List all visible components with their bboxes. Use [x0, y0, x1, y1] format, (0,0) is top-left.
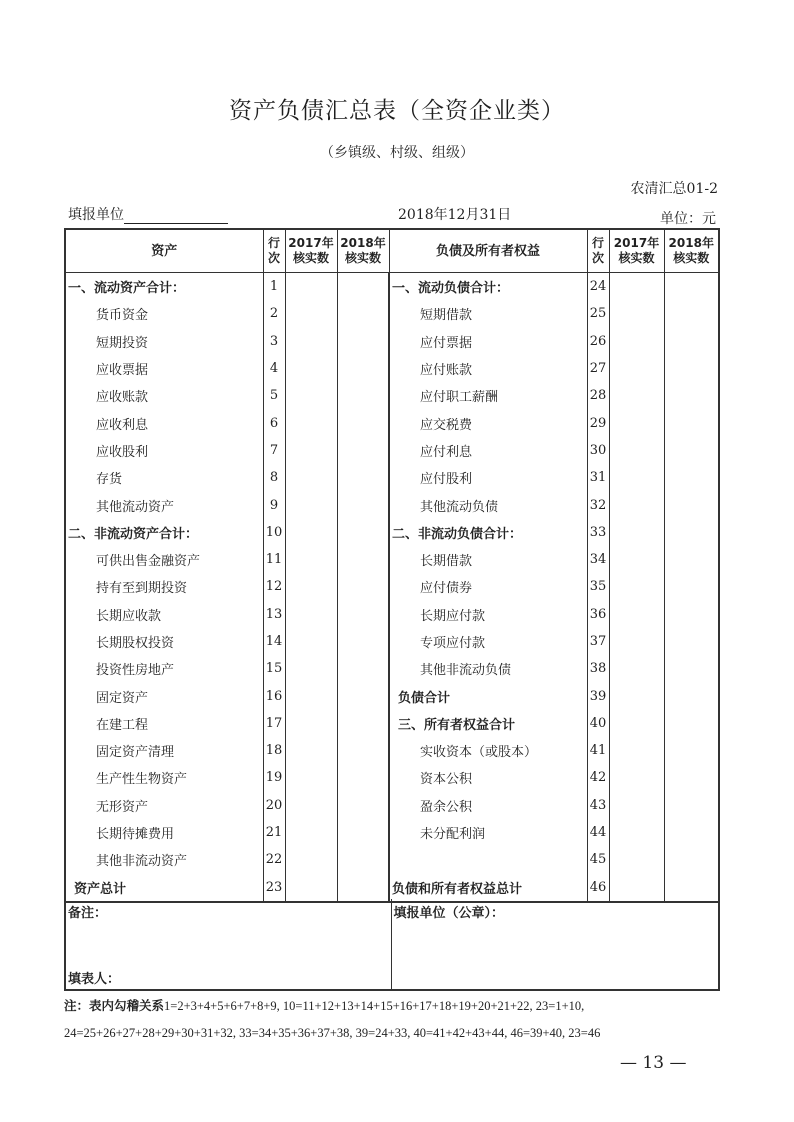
asset-2018-value[interactable]: [337, 655, 389, 682]
liability-2018-value[interactable]: [664, 491, 719, 518]
note-prefix: 注：表内勾稽关系: [64, 998, 165, 1013]
asset-2018-value[interactable]: [337, 519, 389, 546]
liability-2018-value[interactable]: [664, 710, 719, 737]
asset-2017-value[interactable]: [285, 328, 337, 355]
asset-item: 应收票据: [65, 355, 263, 382]
table-row: [65, 519, 719, 546]
asset-item: 固定资产: [65, 682, 263, 709]
header-assets: 资产: [65, 229, 263, 273]
table-row: [65, 328, 719, 355]
liability-line-no: 42: [587, 764, 609, 791]
asset-line-no: 4: [263, 355, 285, 382]
asset-2017-value[interactable]: [285, 819, 337, 846]
liability-2017-value[interactable]: [609, 519, 664, 546]
asset-2018-value[interactable]: [337, 464, 389, 491]
liability-line-no: 26: [587, 328, 609, 355]
liability-line-no: 33: [587, 519, 609, 546]
liability-item: 二、非流动负债合计：: [389, 519, 587, 546]
asset-item: 一、流动资产合计：: [65, 273, 263, 301]
liability-2018-value[interactable]: [664, 273, 719, 301]
liability-2018-value[interactable]: [664, 764, 719, 791]
asset-item: 持有至到期投资: [65, 573, 263, 600]
asset-2018-value[interactable]: [337, 846, 389, 873]
asset-2018-value[interactable]: [337, 382, 389, 409]
asset-item: 投资性房地产: [65, 655, 263, 682]
liability-2017-value[interactable]: [609, 355, 664, 382]
asset-line-no: 21: [263, 819, 285, 846]
liability-2018-value[interactable]: [664, 792, 719, 819]
document-subtitle: （乡镇级、村级、组级）: [320, 145, 474, 161]
filler-label: 填表人：: [68, 972, 121, 987]
liability-line-no: 36: [587, 601, 609, 628]
liability-line-no: 45: [587, 846, 609, 873]
fill-unit-field[interactable]: [68, 204, 228, 224]
asset-item: 应收账款: [65, 382, 263, 409]
liability-line-no: 24: [587, 273, 609, 301]
asset-2018-value[interactable]: [337, 601, 389, 628]
asset-2017-value[interactable]: [285, 710, 337, 737]
asset-2018-value[interactable]: [337, 355, 389, 382]
liability-2018-value[interactable]: [664, 601, 719, 628]
liability-line-no: 31: [587, 464, 609, 491]
asset-item: 可供出售金融资产: [65, 546, 263, 573]
asset-2017-value[interactable]: [285, 355, 337, 382]
asset-2018-value[interactable]: [337, 273, 389, 301]
asset-item: 二、非流动资产合计：: [65, 519, 263, 546]
liability-item: 资本公积: [389, 764, 587, 791]
remarks-label: 备注：: [68, 906, 108, 921]
table-row: [65, 409, 719, 436]
liability-line-no: 30: [587, 437, 609, 464]
asset-item: 生产性生物资产: [65, 764, 263, 791]
table-row: [65, 710, 719, 737]
asset-2017-value[interactable]: [285, 464, 337, 491]
fill-unit-blank[interactable]: [124, 209, 228, 224]
liability-item: 其他非流动负债: [389, 655, 587, 682]
asset-line-no: 13: [263, 601, 285, 628]
liability-2017-value[interactable]: [609, 655, 664, 682]
asset-item: 存货: [65, 464, 263, 491]
seal-cell[interactable]: [391, 899, 719, 990]
liability-2017-value[interactable]: [609, 409, 664, 436]
asset-line-no: 19: [263, 764, 285, 791]
liability-item: 实收资本（或股本）: [389, 737, 587, 764]
asset-2017-value[interactable]: [285, 573, 337, 600]
liability-item: 一、流动负债合计：: [389, 273, 587, 301]
asset-2018-value[interactable]: [337, 819, 389, 846]
asset-line-no: 7: [263, 437, 285, 464]
liability-item: 其他流动负债: [389, 491, 587, 518]
remarks-cell[interactable]: [65, 899, 391, 990]
asset-item: 固定资产清理: [65, 737, 263, 764]
asset-2018-value[interactable]: [337, 628, 389, 655]
liability-item: 应付债券: [389, 573, 587, 600]
liability-2018-value[interactable]: [664, 382, 719, 409]
liability-item: 盈余公积: [389, 792, 587, 819]
liability-line-no: 34: [587, 546, 609, 573]
liability-2018-value[interactable]: [664, 519, 719, 546]
balance-sheet-table: [64, 228, 720, 903]
liability-2017-value[interactable]: [609, 764, 664, 791]
liability-item: 应付票据: [389, 328, 587, 355]
table-footer: [64, 899, 720, 991]
liability-line-no: 43: [587, 792, 609, 819]
liability-2018-value[interactable]: [664, 573, 719, 600]
header-2017-right: 2017年 核实数: [609, 229, 664, 273]
note-line-1: [64, 996, 584, 1014]
asset-item: 长期待摊费用: [65, 819, 263, 846]
liability-line-no: 29: [587, 409, 609, 436]
liability-2017-value[interactable]: [609, 710, 664, 737]
liability-item: 应付职工薪酬: [389, 382, 587, 409]
asset-2017-value[interactable]: [285, 792, 337, 819]
liability-2018-value[interactable]: [664, 819, 719, 846]
asset-line-no: 3: [263, 328, 285, 355]
report-date: 2018年12月31日: [398, 207, 512, 223]
table-row: [65, 382, 719, 409]
asset-2017-value[interactable]: [285, 491, 337, 518]
liability-item: [389, 846, 587, 873]
asset-2017-value[interactable]: [285, 409, 337, 436]
asset-2018-value[interactable]: [337, 546, 389, 573]
table-row: [65, 764, 719, 791]
liability-2017-value[interactable]: [609, 819, 664, 846]
liability-line-no: 28: [587, 382, 609, 409]
table-row: [65, 300, 719, 327]
asset-2017-value[interactable]: [285, 300, 337, 327]
asset-item: 资产总计: [65, 874, 263, 902]
asset-line-no: 10: [263, 519, 285, 546]
asset-2018-value[interactable]: [337, 437, 389, 464]
asset-line-no: 6: [263, 409, 285, 436]
liability-item: 负债和所有者权益总计: [389, 874, 587, 902]
table-row: [65, 601, 719, 628]
header-2018-right: 2018年 核实数: [664, 229, 719, 273]
liability-item: 负债合计: [389, 682, 587, 709]
asset-2017-value[interactable]: [285, 273, 337, 301]
currency-unit: 单位：元: [660, 211, 716, 227]
asset-item: 长期应收款: [65, 601, 263, 628]
liability-2017-value[interactable]: [609, 273, 664, 301]
asset-2017-value[interactable]: [285, 546, 337, 573]
liability-2018-value[interactable]: [664, 846, 719, 873]
asset-line-no: 18: [263, 737, 285, 764]
liability-item: 应交税费: [389, 409, 587, 436]
asset-2017-value[interactable]: [285, 437, 337, 464]
liability-2017-value[interactable]: [609, 846, 664, 873]
liability-2018-value[interactable]: [664, 300, 719, 327]
asset-line-no: 12: [263, 573, 285, 600]
table-row: [65, 491, 719, 518]
liability-item: 长期借款: [389, 546, 587, 573]
page-number: — 13 —: [620, 1053, 687, 1073]
asset-2017-value[interactable]: [285, 382, 337, 409]
table-row: [65, 546, 719, 573]
table-row: [65, 437, 719, 464]
liability-item: 三、所有者权益合计: [389, 710, 587, 737]
asset-2018-value[interactable]: [337, 682, 389, 709]
asset-2017-value[interactable]: [285, 846, 337, 873]
table-row: [65, 846, 719, 873]
liability-2018-value[interactable]: [664, 328, 719, 355]
asset-item: 无形资产: [65, 792, 263, 819]
liability-line-no: 37: [587, 628, 609, 655]
liability-item: 长期应付款: [389, 601, 587, 628]
liability-2017-value[interactable]: [609, 682, 664, 709]
asset-line-no: 8: [263, 464, 285, 491]
asset-2018-value[interactable]: [337, 300, 389, 327]
asset-item: 应收股利: [65, 437, 263, 464]
asset-line-no: 14: [263, 628, 285, 655]
liability-item: 应付股利: [389, 464, 587, 491]
liability-2017-value[interactable]: [609, 300, 664, 327]
liability-2018-value[interactable]: [664, 655, 719, 682]
table-row: [65, 655, 719, 682]
asset-2017-value[interactable]: [285, 519, 337, 546]
asset-line-no: 22: [263, 846, 285, 873]
asset-line-no: 16: [263, 682, 285, 709]
header-line-no-right: 行 次: [587, 229, 609, 273]
liability-2017-value[interactable]: [609, 437, 664, 464]
liability-2017-value[interactable]: [609, 601, 664, 628]
table-row: [65, 628, 719, 655]
liability-2018-value[interactable]: [664, 874, 719, 902]
liability-line-no: 35: [587, 573, 609, 600]
table-row: [65, 464, 719, 491]
asset-2017-value[interactable]: [285, 628, 337, 655]
asset-2018-value[interactable]: [337, 764, 389, 791]
seal-label: 填报单位（公章）：: [393, 906, 505, 921]
asset-line-no: 9: [263, 491, 285, 518]
liability-2018-value[interactable]: [664, 355, 719, 382]
table-row: [65, 273, 719, 301]
liability-2018-value[interactable]: [664, 437, 719, 464]
asset-item: 其他流动资产: [65, 491, 263, 518]
liability-2017-value[interactable]: [609, 382, 664, 409]
asset-line-no: 17: [263, 710, 285, 737]
liability-2018-value[interactable]: [664, 737, 719, 764]
header-line-no: 行 次: [263, 229, 285, 273]
asset-2017-value[interactable]: [285, 655, 337, 682]
liability-2017-value[interactable]: [609, 546, 664, 573]
liability-item: 应付利息: [389, 437, 587, 464]
liability-line-no: 38: [587, 655, 609, 682]
asset-item: 其他非流动资产: [65, 846, 263, 873]
note-formula-1: 1=2+3+4+5+6+7+8+9, 10=11+12+13+14+15+16+17+18+19+20+21+22, 23=1+10,: [164, 999, 585, 1013]
liability-item: 未分配利润: [389, 819, 587, 846]
liability-2018-value[interactable]: [664, 409, 719, 436]
asset-2018-value[interactable]: [337, 491, 389, 518]
liability-2017-value[interactable]: [609, 491, 664, 518]
liability-line-no: 25: [587, 300, 609, 327]
asset-line-no: 11: [263, 546, 285, 573]
liability-line-no: 40: [587, 710, 609, 737]
table-row: [65, 682, 719, 709]
asset-item: 在建工程: [65, 710, 263, 737]
liability-2017-value[interactable]: [609, 328, 664, 355]
asset-line-no: 23: [263, 874, 285, 902]
asset-2018-value[interactable]: [337, 573, 389, 600]
asset-2018-value[interactable]: [337, 874, 389, 902]
asset-line-no: 15: [263, 655, 285, 682]
table-header-row: [65, 229, 719, 273]
form-code: 农清汇总01-2: [630, 181, 718, 197]
asset-item: 货币资金: [65, 300, 263, 327]
liability-2017-value[interactable]: [609, 628, 664, 655]
table-row: [65, 573, 719, 600]
liability-line-no: 39: [587, 682, 609, 709]
asset-2017-value[interactable]: [285, 682, 337, 709]
asset-2018-value[interactable]: [337, 328, 389, 355]
asset-2017-value[interactable]: [285, 737, 337, 764]
liability-line-no: 46: [587, 874, 609, 902]
fill-unit-label: 填报单位: [68, 207, 124, 223]
liability-2018-value[interactable]: [664, 628, 719, 655]
asset-line-no: 20: [263, 792, 285, 819]
header-2018: 2018年 核实数: [337, 229, 389, 273]
liability-item: 应付账款: [389, 355, 587, 382]
asset-2018-value[interactable]: [337, 409, 389, 436]
asset-2018-value[interactable]: [337, 792, 389, 819]
asset-2018-value[interactable]: [337, 710, 389, 737]
liability-2017-value[interactable]: [609, 874, 664, 902]
table-row: [65, 874, 719, 902]
liability-line-no: 41: [587, 737, 609, 764]
table-row: [65, 792, 719, 819]
asset-2017-value[interactable]: [285, 874, 337, 902]
liability-2017-value[interactable]: [609, 464, 664, 491]
note-formula-2: 24=25+26+27+28+29+30+31+32, 33=34+35+36+37+38, 39=24+33, 40=41+42+43+44, 46=39+40, 23=46: [64, 1026, 601, 1040]
table-row: [65, 819, 719, 846]
liability-2018-value[interactable]: [664, 464, 719, 491]
asset-item: 长期股权投资: [65, 628, 263, 655]
asset-line-no: 1: [263, 273, 285, 301]
header-liabilities: 负债及所有者权益: [389, 229, 587, 273]
asset-2017-value[interactable]: [285, 601, 337, 628]
asset-item: 应收利息: [65, 409, 263, 436]
liability-2017-value[interactable]: [609, 792, 664, 819]
liability-line-no: 32: [587, 491, 609, 518]
liability-item: 短期借款: [389, 300, 587, 327]
asset-item: 短期投资: [65, 328, 263, 355]
liability-2017-value[interactable]: [609, 737, 664, 764]
liability-line-no: 27: [587, 355, 609, 382]
liability-item: 专项应付款: [389, 628, 587, 655]
asset-2017-value[interactable]: [285, 764, 337, 791]
asset-line-no: 5: [263, 382, 285, 409]
asset-line-no: 2: [263, 300, 285, 327]
asset-2018-value[interactable]: [337, 737, 389, 764]
header-2017: 2017年 核实数: [285, 229, 337, 273]
liability-2017-value[interactable]: [609, 573, 664, 600]
table-row: [65, 355, 719, 382]
document-title: 资产负债汇总表（全资企业类）: [229, 98, 565, 124]
table-row: [65, 737, 719, 764]
liability-2018-value[interactable]: [664, 682, 719, 709]
liability-line-no: 44: [587, 819, 609, 846]
liability-2018-value[interactable]: [664, 546, 719, 573]
